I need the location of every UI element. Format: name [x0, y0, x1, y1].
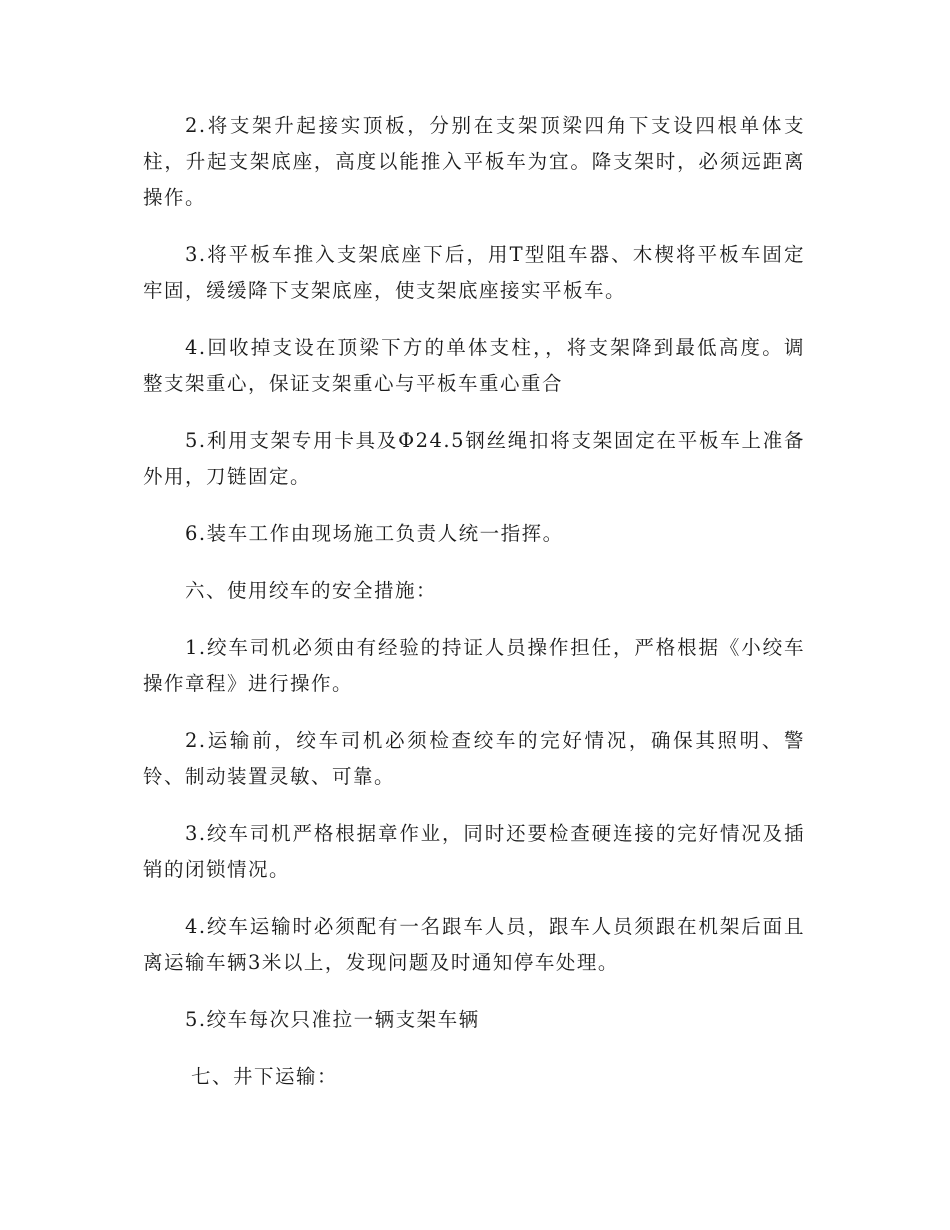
paragraph-push-flatcar: 3.将平板车推入支架底座下后，用T型阻车器、木楔将平板车固定牢固，缓缓降下支架底座，使支架底座接实平板车。 — [143, 243, 805, 302]
section-heading-underground-transport: 七、井下运输： — [191, 1065, 339, 1088]
paragraph-lift-support: 2.将支架升起接实顶板，分别在支架顶梁四角下支设四根单体支柱，升起支架底座，高度以能推入平板车为宜。降支架时，必须远距离操作。 — [143, 114, 805, 209]
paragraph-escort-person: 4.绞车运输时必须配有一名跟车人员，跟车人员须跟在机架后面且离运输车辆3米以上，发现问题及时通知停车处理。 — [143, 915, 805, 974]
paragraph-fix-support: 5.利用支架专用卡具及Φ24.5钢丝绳扣将支架固定在平板车上准备外用，刀链固定。 — [143, 429, 805, 488]
section-heading-winch-safety: 六、使用绞车的安全措施： — [185, 579, 438, 602]
document-body — [143, 108, 805, 1116]
paragraph-operate-by-rules: 3.绞车司机严格根据章作业，同时还要检查硬连接的完好情况及插销的闭锁情况。 — [143, 822, 805, 881]
paragraph-pre-transport-check: 2.运输前，绞车司机必须检查绞车的完好情况，确保其照明、警铃、制动装置灵敏、可靠。 — [143, 729, 805, 788]
paragraph-one-vehicle: 5.绞车每次只准拉一辆支架车辆 — [185, 1008, 480, 1031]
paragraph-recover-props: 4.回收掉支设在顶梁下方的单体支柱，，将支架降到最低高度。调整支架重心，保证支架重心与平板车重心重合 — [143, 336, 805, 395]
paragraph-loading-command: 6.装车工作由现场施工负责人统一指挥。 — [185, 522, 564, 545]
paragraph-winch-operator: 1.绞车司机必须由有经验的持证人员操作担任，严格根据《小绞车操作章程》进行操作。 — [143, 636, 805, 695]
